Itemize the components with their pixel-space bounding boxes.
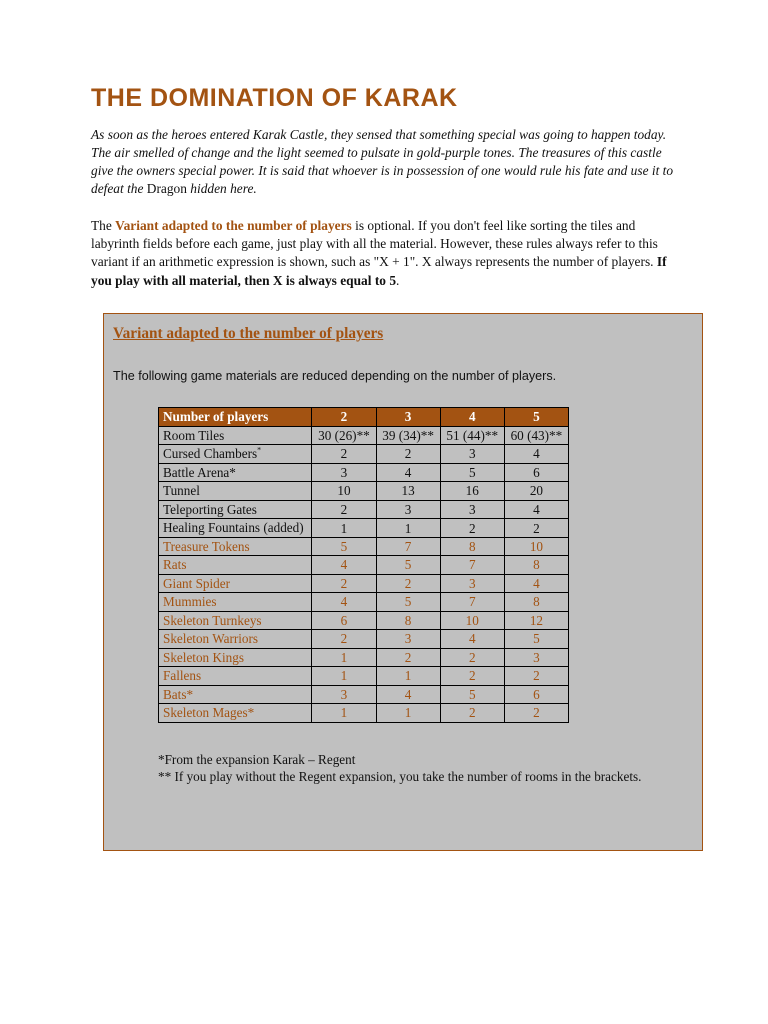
table-cell: 3 bbox=[376, 500, 440, 519]
rules-bold-value: 5 bbox=[389, 272, 397, 288]
table-cell: 5 bbox=[376, 593, 440, 612]
table-header-row bbox=[159, 408, 569, 427]
table-cell: 3 bbox=[376, 630, 440, 649]
table-cell: 3 bbox=[312, 685, 376, 704]
row-label: Room Tiles bbox=[159, 426, 312, 445]
variant-box-title: Variant adapted to the number of players bbox=[113, 325, 384, 342]
intro-dragon-word: Dragon bbox=[146, 181, 187, 196]
table-row bbox=[159, 482, 569, 501]
table-cell: 30 (26)** bbox=[312, 426, 376, 445]
intro-paragraph bbox=[91, 126, 679, 198]
table-cell: 10 bbox=[440, 611, 504, 630]
row-label: Skeleton Mages* bbox=[159, 704, 312, 723]
page-title: THE DOMINATION OF KARAK bbox=[91, 84, 458, 112]
table-cell: 8 bbox=[504, 593, 568, 612]
table-cell: 2 bbox=[376, 574, 440, 593]
table-cell: 4 bbox=[504, 500, 568, 519]
table-cell: 5 bbox=[440, 463, 504, 482]
table-cell: 13 bbox=[376, 482, 440, 501]
rules-body: is optional. If you don't feel like sorting the tiles and labyrinth fields before each game, just play with all the material. However, these rules always refer to this variant if an arithmetic expression is shown, such as "X + 1". X always represents the number of players. bbox=[91, 218, 658, 270]
footnotes bbox=[158, 751, 694, 785]
table-cell: 8 bbox=[504, 556, 568, 575]
table-cell: 2 bbox=[312, 500, 376, 519]
table-cell: 6 bbox=[312, 611, 376, 630]
table-cell: 4 bbox=[376, 463, 440, 482]
table-cell: 7 bbox=[376, 537, 440, 556]
table-cell: 4 bbox=[312, 593, 376, 612]
table-cell: 3 bbox=[440, 574, 504, 593]
row-label: Tunnel bbox=[159, 482, 312, 501]
table-cell: 2 bbox=[440, 519, 504, 538]
table-cell: 7 bbox=[440, 556, 504, 575]
table-cell: 10 bbox=[312, 482, 376, 501]
header-cell: 5 bbox=[504, 408, 568, 427]
table-cell: 2 bbox=[312, 445, 376, 464]
row-label: Cursed Chambers* bbox=[159, 445, 312, 464]
row-label: Rats bbox=[159, 556, 312, 575]
table-row bbox=[159, 630, 569, 649]
row-label: Healing Fountains (added) bbox=[159, 519, 312, 538]
table-cell: 2 bbox=[312, 574, 376, 593]
row-label: Giant Spider bbox=[159, 574, 312, 593]
row-label-superscript: * bbox=[257, 445, 262, 455]
table-cell: 7 bbox=[440, 593, 504, 612]
table-cell: 4 bbox=[504, 574, 568, 593]
table-row bbox=[159, 574, 569, 593]
row-label: Bats* bbox=[159, 685, 312, 704]
table-cell: 8 bbox=[376, 611, 440, 630]
footnote-expansion: *From the expansion Karak – Regent bbox=[158, 752, 356, 767]
footnote-regent: ** If you play without the Regent expansion, you take the number of rooms in the brackets. bbox=[158, 769, 642, 784]
table-row bbox=[159, 445, 569, 464]
table-row bbox=[159, 704, 569, 723]
header-cell: 3 bbox=[376, 408, 440, 427]
row-label: Mummies bbox=[159, 593, 312, 612]
row-label: Skeleton Turnkeys bbox=[159, 611, 312, 630]
header-cell: 4 bbox=[440, 408, 504, 427]
table-cell: 1 bbox=[376, 704, 440, 723]
table-row bbox=[159, 500, 569, 519]
header-cell: Number of players bbox=[159, 408, 312, 427]
table-cell: 5 bbox=[312, 537, 376, 556]
table-cell: 12 bbox=[504, 611, 568, 630]
table-cell: 4 bbox=[440, 630, 504, 649]
row-label: Skeleton Kings bbox=[159, 648, 312, 667]
table-cell: 3 bbox=[312, 463, 376, 482]
table-cell: 4 bbox=[376, 685, 440, 704]
row-label: Teleporting Gates bbox=[159, 500, 312, 519]
variant-box-lead: The following game materials are reduced depending on the number of players. bbox=[113, 369, 557, 383]
intro-text: As soon as the heroes entered Karak Castle, they sensed that something special was going to happen today. The air smelled of change and the light seemed to pulsate in gold-purple tones. The treasures of this castle give the owners special power. It is said that whoever is in possession of one would rule his fate and use it to defeat the bbox=[91, 127, 674, 196]
table-cell: 2 bbox=[504, 667, 568, 686]
table-cell: 60 (43)** bbox=[504, 426, 568, 445]
table-row bbox=[159, 426, 569, 445]
table-cell: 51 (44)** bbox=[440, 426, 504, 445]
rules-end: . bbox=[396, 272, 400, 288]
table-cell: 10 bbox=[504, 537, 568, 556]
table-cell: 2 bbox=[504, 704, 568, 723]
table-cell: 2 bbox=[440, 704, 504, 723]
table-cell: 2 bbox=[440, 667, 504, 686]
table-row bbox=[159, 685, 569, 704]
table-cell: 16 bbox=[440, 482, 504, 501]
table-cell: 2 bbox=[440, 648, 504, 667]
row-label: Skeleton Warriors bbox=[159, 630, 312, 649]
row-label: Fallens bbox=[159, 667, 312, 686]
table-row bbox=[159, 667, 569, 686]
table-row bbox=[159, 556, 569, 575]
table-cell: 2 bbox=[376, 648, 440, 667]
table-row bbox=[159, 519, 569, 538]
table-cell: 2 bbox=[312, 630, 376, 649]
table-cell: 5 bbox=[504, 630, 568, 649]
table-cell: 3 bbox=[440, 500, 504, 519]
table-cell: 6 bbox=[504, 463, 568, 482]
table-cell: 2 bbox=[376, 445, 440, 464]
table-cell: 3 bbox=[440, 445, 504, 464]
table-cell: 3 bbox=[504, 648, 568, 667]
table-cell: 1 bbox=[376, 667, 440, 686]
table-cell: 6 bbox=[504, 685, 568, 704]
row-label: Treasure Tokens bbox=[159, 537, 312, 556]
table-cell: 1 bbox=[312, 648, 376, 667]
table-row bbox=[159, 611, 569, 630]
rules-prefix: The bbox=[91, 218, 116, 233]
table-cell: 1 bbox=[312, 667, 376, 686]
table-cell: 5 bbox=[440, 685, 504, 704]
table-cell: 8 bbox=[440, 537, 504, 556]
row-label: Battle Arena* bbox=[159, 463, 312, 482]
table-cell: 2 bbox=[504, 519, 568, 538]
table-cell: 5 bbox=[376, 556, 440, 575]
table-cell: 4 bbox=[312, 556, 376, 575]
header-cell: 2 bbox=[312, 408, 376, 427]
table-cell: 4 bbox=[504, 445, 568, 464]
variant-reference-link[interactable]: Variant adapted to the number of players bbox=[115, 218, 352, 233]
materials-table bbox=[158, 407, 569, 723]
table-cell: 20 bbox=[504, 482, 568, 501]
rules-paragraph bbox=[91, 217, 679, 290]
table-row bbox=[159, 463, 569, 482]
table-cell: 1 bbox=[312, 704, 376, 723]
variant-box bbox=[103, 313, 703, 851]
table-row bbox=[159, 537, 569, 556]
table-row bbox=[159, 648, 569, 667]
table-row bbox=[159, 593, 569, 612]
rules-bold-statement: If you play with all material, then X is always equal to 5 bbox=[91, 254, 667, 288]
table-cell: 39 (34)** bbox=[376, 426, 440, 445]
table-cell: 1 bbox=[376, 519, 440, 538]
table-cell: 1 bbox=[312, 519, 376, 538]
intro-text-end: hidden here. bbox=[186, 181, 257, 196]
